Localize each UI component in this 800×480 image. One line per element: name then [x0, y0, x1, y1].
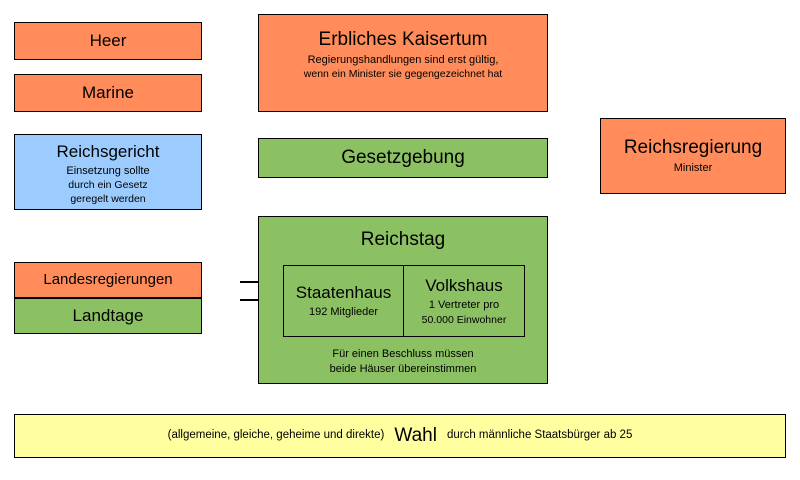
- box-reichsgericht-note-line1: Einsetzung sollte: [66, 164, 150, 177]
- reichstag-chambers: [283, 265, 525, 337]
- box-heer-label: Heer: [89, 31, 127, 51]
- box-staatenhaus: [283, 265, 404, 337]
- box-reichsregierung-detail: Minister: [673, 162, 713, 175]
- box-gesetzgebung-label: Gesetzgebung: [341, 147, 465, 169]
- box-landesregierungen-label: Landesregierungen: [43, 271, 173, 289]
- reichstag-note-line1: Für einen Beschluss müssen: [332, 348, 474, 360]
- box-volkshaus-detail-line1: 1 Vertreter pro: [428, 298, 500, 311]
- reichstag-note-line2: beide Häuser übereinstimmen: [329, 362, 477, 375]
- reichstag-note: [259, 347, 547, 377]
- box-gesetzgebung: [258, 138, 548, 178]
- box-landtage: [14, 298, 202, 334]
- wahl-suffix: durch männliche Staatsbürger ab 25: [446, 429, 633, 442]
- box-volkshaus-detail-line2: 50.000 Einwohner: [421, 313, 507, 326]
- box-reichstag-label: Reichstag: [360, 229, 446, 250]
- box-reichstag: [258, 216, 548, 384]
- box-marine: [14, 74, 202, 112]
- box-erbliches-kaisertum: [258, 14, 548, 112]
- box-volkshaus-label: Volkshaus: [425, 276, 503, 296]
- box-wahl: [14, 414, 786, 458]
- wahl-label: Wahl: [394, 425, 437, 447]
- box-reichsregierung-label: Reichsregierung: [623, 137, 763, 159]
- box-heer: [14, 22, 202, 60]
- box-kaisertum-label: Erbliches Kaisertum: [318, 29, 488, 50]
- box-staatenhaus-label: Staatenhaus: [295, 283, 392, 303]
- box-landtage-label: Landtage: [72, 306, 144, 326]
- box-landesregierungen: [14, 262, 202, 298]
- box-reichsgericht-note-line3: geregelt werden: [70, 193, 146, 206]
- box-staatenhaus-detail: 192 Mitglieder: [308, 305, 379, 318]
- wahl-prefix: (allgemeine, gleiche, geheime und direkte): [167, 429, 385, 442]
- box-reichsregierung: [600, 118, 786, 194]
- box-marine-label: Marine: [82, 83, 134, 103]
- box-reichsgericht: [14, 134, 202, 210]
- box-kaisertum-note-line1: Regierungshandlungen sind erst gültig,: [307, 53, 499, 66]
- box-kaisertum-note-line2: wenn ein Minister sie gegengezeichnet hat: [303, 68, 503, 81]
- box-reichsgericht-note-line2: durch ein Gesetz: [68, 179, 148, 192]
- box-volkshaus: [404, 265, 525, 337]
- box-reichsgericht-label: Reichsgericht: [56, 142, 160, 161]
